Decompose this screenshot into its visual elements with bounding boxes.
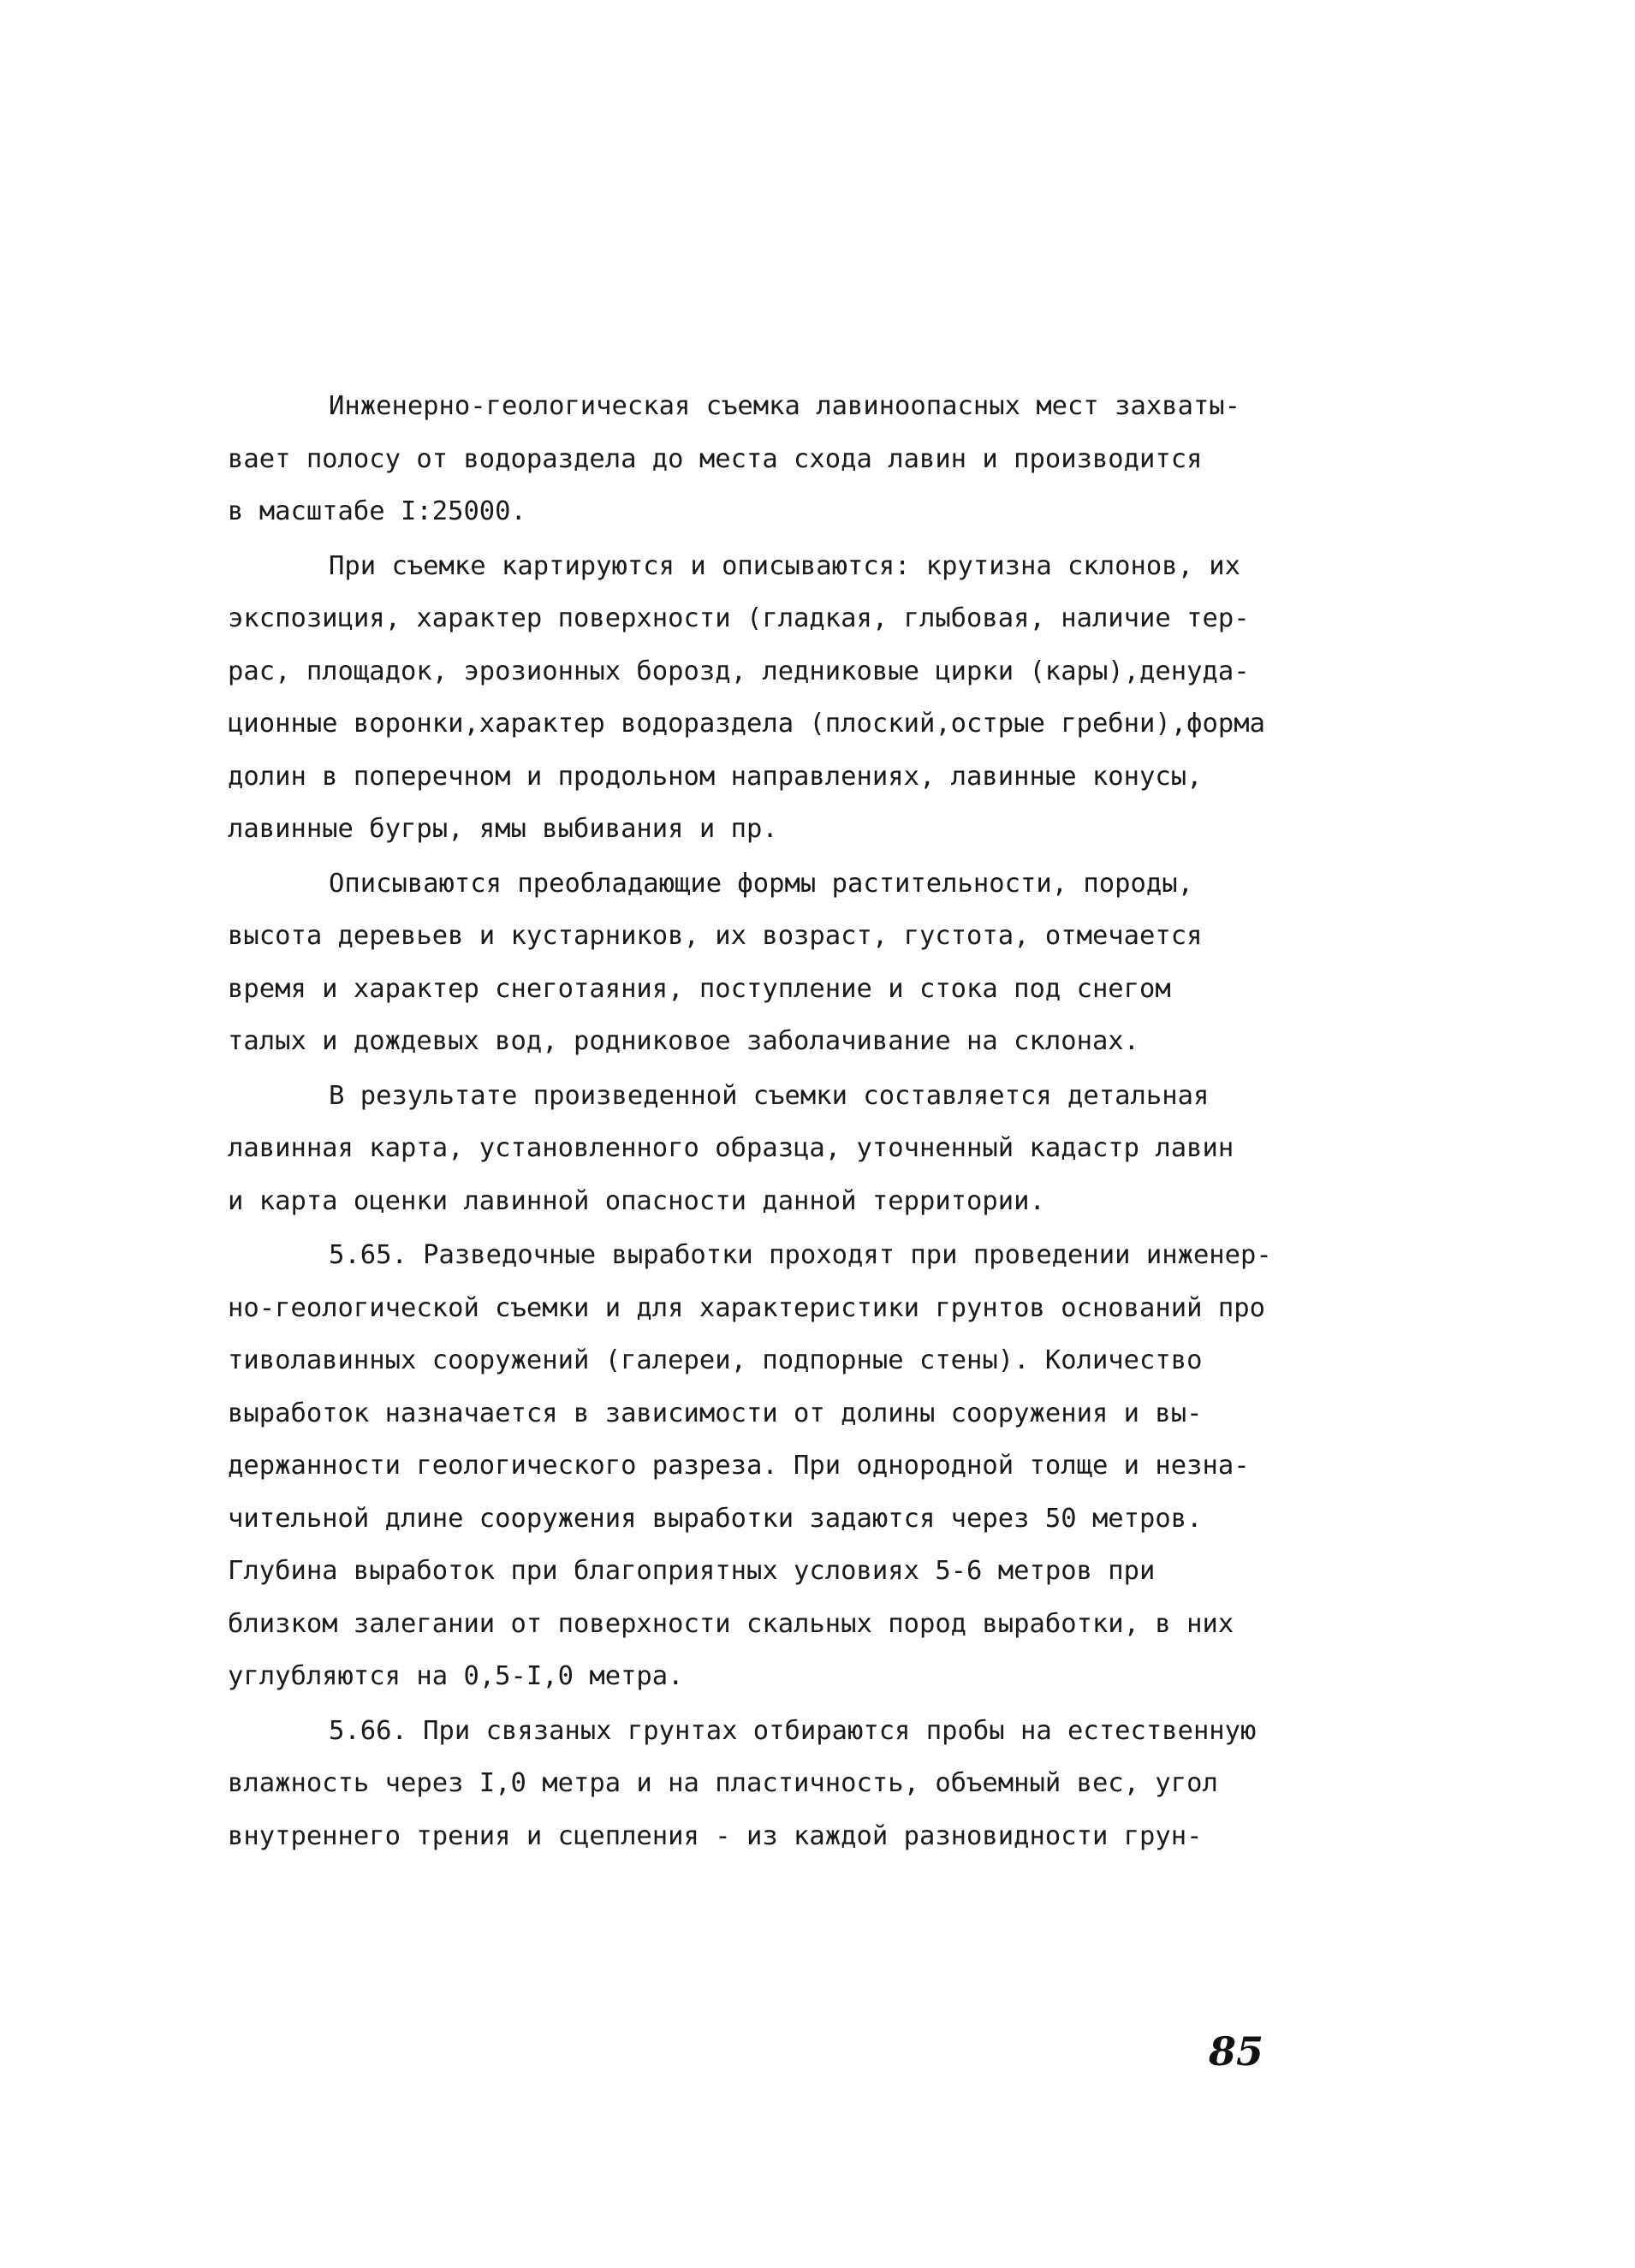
text-line: высота деревьев и кустарников, их возраст, густота, отмечается (228, 921, 1203, 951)
text-line: экспозиция, характер поверхности (гладкая, глыбовая, наличие тер- (228, 603, 1250, 633)
text-line: внутреннего трения и сцепления - из каждой разновидности грун- (228, 1820, 1203, 1851)
body-text (228, 380, 1358, 1862)
paragraph-survey-scope (228, 380, 1358, 538)
paragraph-section-5-66 (228, 1705, 1358, 1863)
text-line: тиволавинных сооружений (галереи, подпорные стены). Количество (228, 1345, 1203, 1375)
text-line: лавинные бугры, ямы выбивания и пр. (228, 814, 778, 844)
text-line: время и характер снеготаяния, поступление и стока под снегом (228, 973, 1171, 1004)
text-line: 5.65. Разведочные выработки проходят при проведении инженер- (329, 1240, 1272, 1270)
text-line: в масштабе I:25000. (228, 496, 526, 526)
text-line: держанности геологического разреза. При однородной толще и незна- (228, 1451, 1250, 1481)
text-line: выработок назначается в зависимости от долины сооружения и вы- (228, 1398, 1203, 1428)
text-line: вает полосу от водораздела до места схода лавин и производится (228, 443, 1203, 474)
text-line: лавинная карта, установленного образца, уточненный кадастр лавин (228, 1133, 1234, 1163)
text-line: чительной длине сооружения выработки задаются через 50 метров. (228, 1503, 1203, 1534)
text-line: и карта оценки лавинной опасности данной территории. (228, 1185, 1045, 1216)
text-line: углубляются на 0,5-I,0 метра. (228, 1661, 684, 1691)
text-line: 5.66. При связаных грунтах отбираются пробы на естественную (329, 1715, 1257, 1746)
text-line: Описываются преобладающие формы растительности, породы, (329, 868, 1193, 899)
paragraph-mapped-features (228, 540, 1358, 856)
text-line: долин в поперечном и продольном направлениях, лавинные конусы, (228, 761, 1203, 792)
text-line: но-геологической съемки и для характеристики грунтов оснований про (228, 1292, 1265, 1323)
paragraph-vegetation (228, 858, 1358, 1068)
text-line: ционные воронки,характер водораздела (плоский,острые гребни),форма (228, 709, 1265, 739)
text-line: В результате произведенной съемки составляется детальная (329, 1080, 1210, 1111)
paragraph-survey-results (228, 1070, 1358, 1228)
text-line: При съемке картируются и описываются: крутизна склонов, их (329, 550, 1241, 581)
text-line: Глубина выработок при благоприятных условиях 5-6 метров при (228, 1556, 1156, 1586)
text-line: Инженерно-геологическая съемка лавиноопасных мест захваты- (329, 391, 1241, 421)
paragraph-section-5-65 (228, 1229, 1358, 1703)
text-line: влажность через I,0 метра и на пластичность, объемный вес, угол (228, 1768, 1218, 1798)
page-number: 85 (1209, 2028, 1264, 2075)
text-line: близком залегании от поверхности скальных пород выработки, в них (228, 1608, 1234, 1639)
text-line: талых и дождевых вод, родниковое заболачивание на склонах. (228, 1026, 1140, 1056)
text-line: рас, площадок, эрозионных борозд, ледниковые цирки (кары),денуда- (228, 656, 1250, 686)
